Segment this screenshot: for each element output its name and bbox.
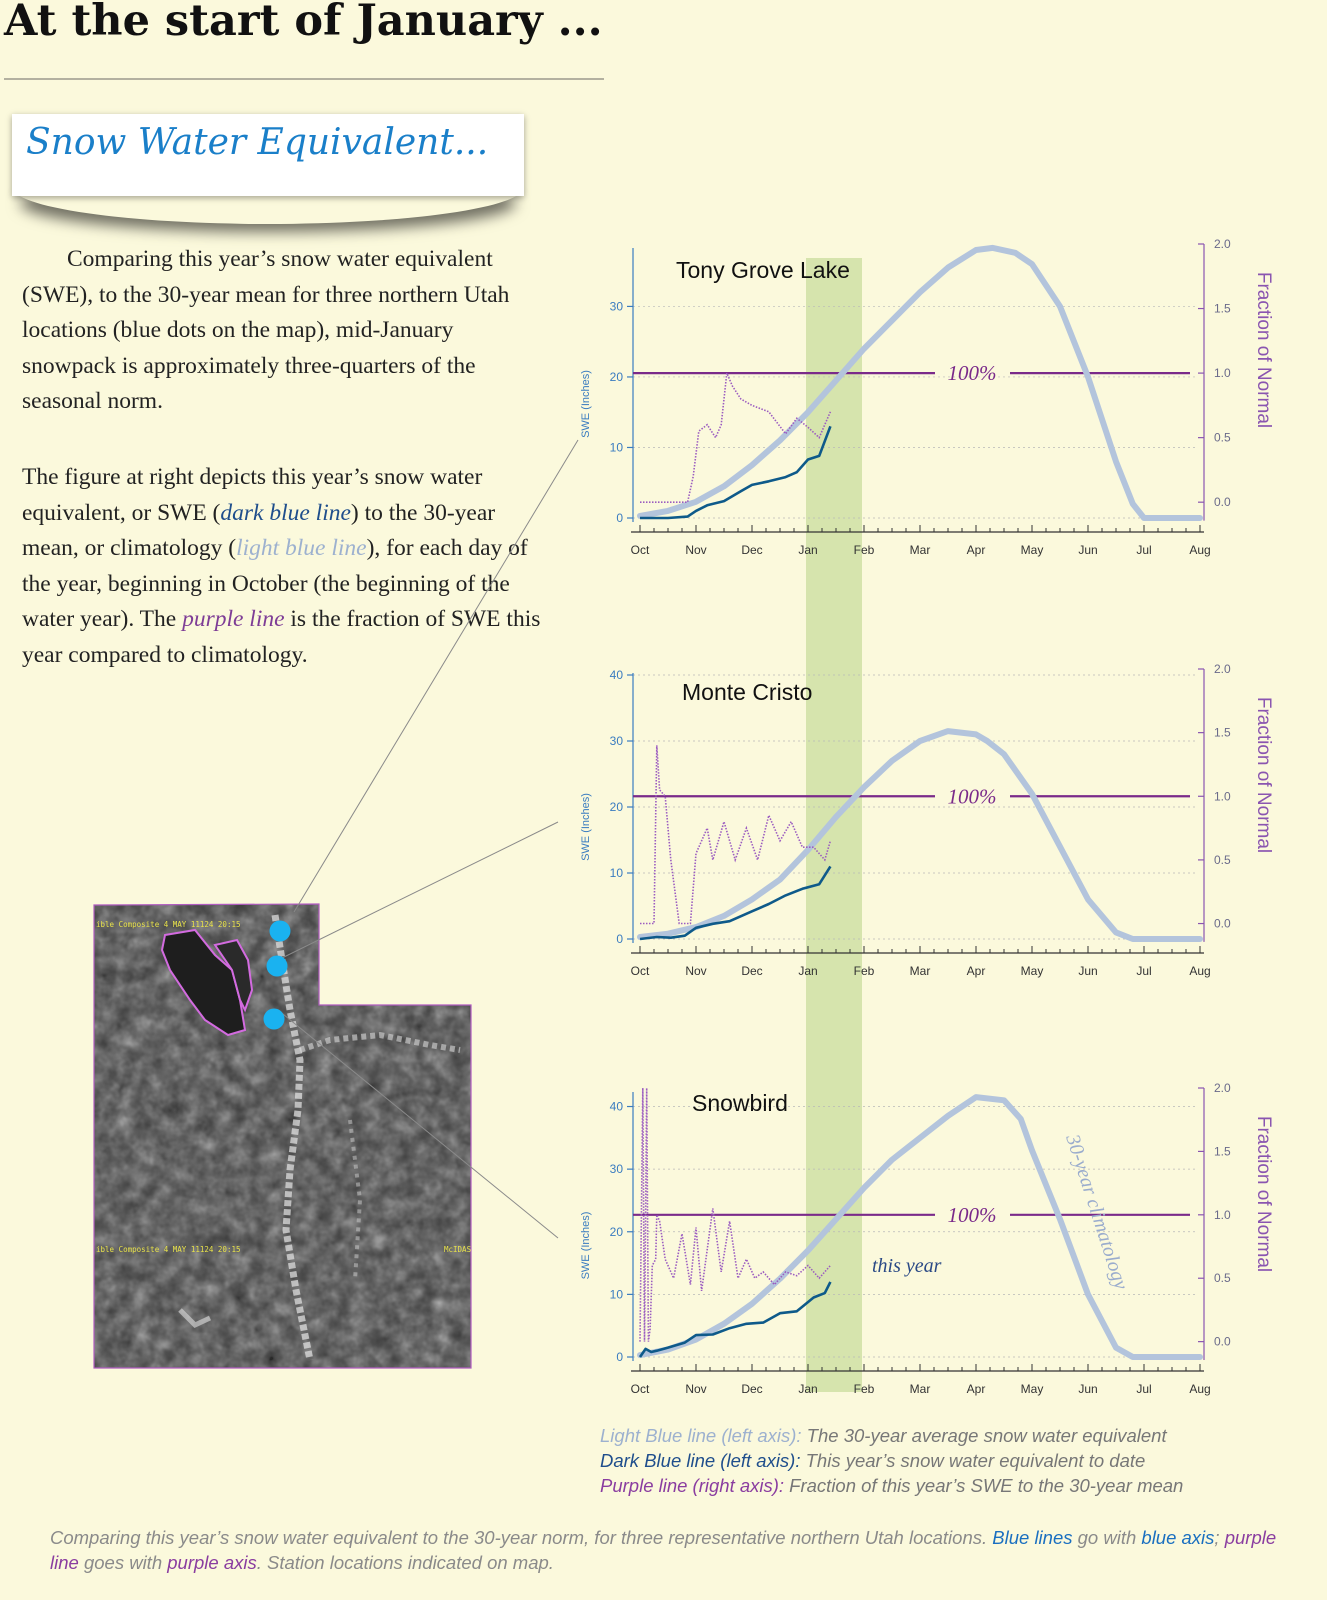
p2-text-a: The figure at right depicts this year’s snow water equivalent, or SWE (: [22, 464, 483, 526]
x-tick-label-9: Jul: [1136, 964, 1152, 978]
left-tick-label-2: 20: [609, 800, 623, 814]
right-axis-label: Fraction of Normal: [1253, 696, 1274, 854]
station-dot-monte-cristo: [267, 956, 288, 977]
chart-tony-grove-lake: [580, 237, 1274, 557]
caption-a: Comparing this year’s snow water equivalent to the 30-year norm, for three representative northern Utah locations.: [50, 1527, 993, 1548]
climatology-line: [640, 248, 1200, 518]
p2-purple-line-term: purple line: [182, 606, 285, 632]
right-tick-label-3: 1.5: [1214, 725, 1231, 740]
legend-light-desc: The 30-year average snow water equivalent: [801, 1425, 1167, 1446]
station-dot-snowbird: [264, 1009, 285, 1030]
x-tick-label-9: Jul: [1136, 543, 1152, 557]
right-tick-label-2: 1.0: [1214, 789, 1231, 804]
figure-caption: [50, 1525, 1310, 1575]
station-dot-tony-grove: [270, 921, 291, 942]
climatology-line: [640, 1097, 1200, 1357]
x-tick-label-2: Dec: [741, 543, 763, 557]
x-tick-label-1: Nov: [685, 964, 707, 978]
caption-blue-lines: Blue lines: [992, 1527, 1073, 1548]
left-tick-label-3: 30: [609, 734, 623, 748]
x-tick-label-4: Feb: [853, 543, 875, 557]
legend-row-light: [600, 1423, 1300, 1448]
chart-snowbird: [580, 1081, 1274, 1396]
right-tick-label-0: 0.0: [1214, 916, 1231, 931]
left-tick-label-3: 30: [609, 1162, 623, 1177]
left-axis-label: SWE (Inches): [580, 793, 592, 861]
x-tick-label-2: Dec: [741, 964, 763, 978]
left-tick-label-2: 20: [609, 369, 623, 384]
x-tick-label-3: Jan: [798, 1382, 818, 1396]
legend-row-purple: [600, 1473, 1300, 1498]
chart-monte-cristo: [580, 662, 1274, 978]
right-tick-label-1: 0.5: [1214, 430, 1231, 445]
x-tick-label-6: Apr: [966, 964, 986, 978]
legend: [600, 1423, 1300, 1498]
x-tick-label-5: Mar: [909, 1382, 931, 1396]
left-axis-label: SWE (Inches): [580, 1211, 592, 1280]
legend-light-key: Light Blue line (left axis):: [600, 1425, 802, 1446]
x-tick-label-8: Jun: [1078, 964, 1098, 978]
map-label-top: ible Composite 4 MAY 11124 20:15: [96, 920, 241, 929]
legend-purple-desc: Fraction of this year’s SWE to the 30-year mean: [784, 1475, 1184, 1496]
x-tick-label-10: Aug: [1189, 1382, 1211, 1396]
p2-text-c: ), for each day of the year, beginning in October (the beginning of the water year). The: [22, 535, 528, 632]
x-tick-label-1: Nov: [685, 1382, 707, 1396]
x-tick-label-0: Oct: [630, 543, 650, 557]
caption-g: goes with: [78, 1552, 168, 1573]
climatology-line: [640, 731, 1200, 939]
left-tick-label-3: 30: [609, 299, 623, 314]
annotation-climatology: 30-year climatology: [1061, 1131, 1133, 1293]
x-tick-label-5: Mar: [909, 543, 931, 557]
left-tick-label-1: 10: [609, 866, 623, 880]
leader-line-monte-cristo: [282, 822, 558, 958]
right-axis-label: Fraction of Normal: [1253, 1115, 1274, 1273]
legend-row-dark: [600, 1448, 1300, 1473]
right-tick-label-0: 0.0: [1214, 1334, 1231, 1349]
p2-text-d: is the fraction of SWE this year compared to climatology.: [22, 606, 541, 668]
section-title: Snow Water Equivalent...: [26, 122, 489, 163]
x-tick-label-10: Aug: [1189, 964, 1211, 978]
x-tick-label-7: May: [1020, 964, 1044, 978]
this-year-line: [640, 426, 830, 518]
x-tick-label-6: Apr: [966, 543, 986, 557]
x-tick-label-2: Dec: [741, 1382, 763, 1396]
caption-purple-line: purple line: [50, 1527, 1277, 1573]
x-tick-label-7: May: [1020, 543, 1044, 557]
left-tick-label-0: 0: [616, 1350, 623, 1364]
right-tick-label-3: 1.5: [1214, 1144, 1231, 1159]
left-tick-label-4: 40: [609, 1099, 623, 1114]
right-tick-label-4: 2.0: [1214, 1081, 1231, 1095]
right-tick-label-4: 2.0: [1214, 237, 1231, 251]
x-tick-label-8: Jun: [1078, 1382, 1098, 1396]
right-axis-label: Fraction of Normal: [1253, 271, 1274, 429]
caption-e: ;: [1214, 1527, 1225, 1548]
right-tick-label-2: 1.0: [1214, 366, 1231, 381]
reference-label: 100%: [947, 784, 997, 809]
left-tick-label-0: 0: [616, 932, 623, 946]
legend-purple-key: Purple line (right axis):: [600, 1475, 785, 1496]
caption-i: . Station locations indicated on map.: [256, 1552, 554, 1573]
this-year-line: [640, 866, 830, 939]
x-tick-label-7: May: [1020, 1382, 1044, 1396]
x-tick-label-3: Jan: [798, 543, 818, 557]
x-tick-label-4: Feb: [853, 1382, 875, 1396]
annotation-this-year: this year: [872, 1255, 942, 1277]
x-tick-label-0: Oct: [630, 1382, 650, 1396]
right-tick-label-1: 0.5: [1214, 1271, 1231, 1286]
left-tick-label-2: 20: [609, 1224, 623, 1239]
right-tick-label-0: 0.0: [1214, 495, 1231, 510]
left-tick-label-1: 10: [609, 1287, 623, 1302]
x-tick-label-6: Apr: [966, 1382, 986, 1396]
x-tick-label-10: Aug: [1189, 543, 1211, 557]
intro-paragraph: Comparing this year’s snow water equivalent (SWE), to the 30-year mean for three northern Utah locations (blue dots on the map), mid-January snowpack is approximately three-quarters of the seasonal norm.: [22, 246, 510, 414]
map-label-right: McIDAS: [444, 1245, 472, 1254]
legend-dark-desc: This year’s snow water equivalent to date: [800, 1450, 1146, 1471]
left-tick-label-0: 0: [616, 511, 623, 525]
x-tick-label-8: Jun: [1078, 543, 1098, 557]
p2-dark-blue-line-term: dark blue line: [220, 499, 351, 526]
leader-line-tony-grove: [294, 440, 578, 912]
station-title: Monte Cristo: [682, 679, 813, 705]
p2-text-b: ) to the 30-year mean, or climatology (: [22, 499, 496, 561]
x-tick-label-5: Mar: [909, 964, 931, 978]
reference-label: 100%: [947, 1202, 997, 1227]
left-axis-label: SWE (Inches): [580, 370, 592, 438]
x-tick-label-3: Jan: [798, 964, 818, 978]
map-label-bottom: ible Composite 4 MAY 11124 20:15: [96, 1245, 241, 1254]
right-tick-label-4: 2.0: [1214, 662, 1231, 676]
right-tick-label-2: 1.0: [1214, 1207, 1231, 1222]
x-tick-label-0: Oct: [630, 964, 650, 978]
station-title: Snowbird: [692, 1090, 788, 1116]
fraction-line: [640, 745, 830, 923]
legend-dark-key: Dark Blue line (left axis):: [600, 1450, 801, 1471]
x-tick-label-1: Nov: [685, 543, 707, 557]
right-tick-label-3: 1.5: [1214, 301, 1231, 316]
left-tick-label-1: 10: [609, 440, 623, 455]
caption-blue-axis: blue axis: [1141, 1527, 1215, 1548]
fraction-line: [640, 373, 830, 502]
left-tick-label-4: 40: [609, 668, 623, 682]
station-title: Tony Grove Lake: [676, 257, 850, 283]
caption-c: go with: [1072, 1527, 1142, 1548]
x-tick-label-9: Jul: [1136, 1382, 1152, 1396]
page-title: At the start of January ...: [4, 0, 603, 46]
caption-purple-axis: purple axis: [167, 1552, 257, 1573]
right-tick-label-1: 0.5: [1214, 852, 1231, 867]
x-tick-label-4: Feb: [853, 964, 875, 978]
p2-light-blue-line-term: light blue line: [236, 535, 367, 561]
reference-label: 100%: [947, 361, 997, 386]
